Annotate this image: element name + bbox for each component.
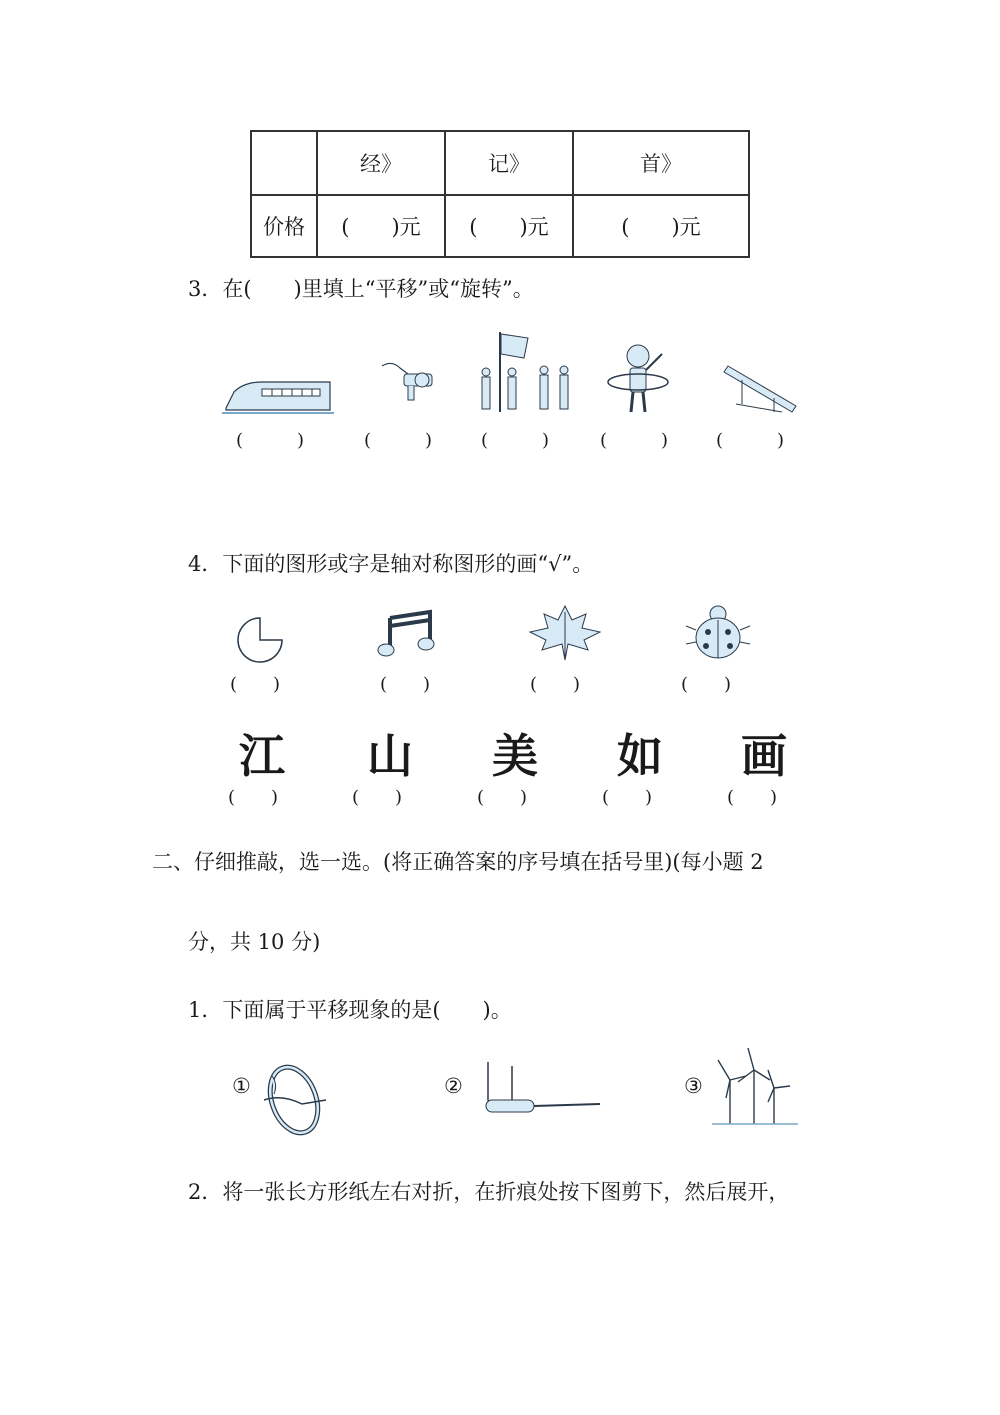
price-blank[interactable]: ( )元 [573, 195, 749, 257]
table-header-cell: 记》 [445, 131, 573, 195]
question-4-text: 4．下面的图形或字是轴对称图形的画“√”。 [188, 552, 594, 576]
section-2-heading-cont: 分，共 10 分) [188, 930, 321, 954]
table-corner-cell [251, 131, 317, 195]
soldering-iron-icon [478, 1060, 604, 1120]
table-header-row [251, 131, 749, 195]
answer-blank[interactable]: ( ) [228, 787, 279, 808]
answer-blank[interactable]: ( ) [530, 674, 581, 695]
price-blank[interactable]: ( )元 [317, 195, 445, 257]
answer-blank[interactable]: ( ) [727, 787, 778, 808]
option-3-label: ③ [684, 1074, 703, 1098]
hula-hoop-boy-icon [600, 340, 674, 418]
table-row-label: 价格 [251, 195, 317, 257]
s2-question-2-text: 2．将一张长方形纸左右对折，在折痕处按下图剪下，然后展开， [188, 1180, 790, 1204]
maple-leaf-icon [528, 604, 602, 662]
table-price-row [251, 195, 749, 257]
answer-blank[interactable]: ( ) [364, 430, 433, 451]
train-icon [222, 372, 334, 416]
answer-blank[interactable]: ( ) [477, 787, 528, 808]
answer-blank[interactable]: ( ) [230, 674, 281, 695]
answer-blank[interactable]: ( ) [481, 430, 550, 451]
character-jiang: 江 [239, 729, 285, 783]
conveyor-belt-icon [722, 360, 802, 416]
answer-blank[interactable]: ( ) [602, 787, 653, 808]
ladybug-icon [682, 602, 754, 662]
steering-wheel-icon [262, 1060, 328, 1138]
s2-question-1-text: 1．下面属于平移现象的是( )。 [188, 998, 512, 1022]
answer-blank[interactable]: ( ) [380, 674, 431, 695]
price-table [250, 130, 750, 258]
price-blank[interactable]: ( )元 [445, 195, 573, 257]
answer-blank[interactable]: ( ) [681, 674, 732, 695]
option-1-label: ① [232, 1074, 251, 1098]
answer-blank[interactable]: ( ) [236, 430, 305, 451]
character-hua: 画 [741, 729, 787, 783]
option-2-label: ② [444, 1074, 463, 1098]
character-shan: 山 [367, 729, 413, 783]
answer-blank[interactable]: ( ) [352, 787, 403, 808]
answer-blank[interactable]: ( ) [716, 430, 785, 451]
answer-blank[interactable]: ( ) [600, 430, 669, 451]
character-ru: 如 [617, 729, 663, 783]
flag-raising-icon [472, 328, 580, 416]
section-2-heading: 二、仔细推敲，选一选。(将正确答案的序号填在括号里)(每小题 2 [152, 850, 764, 874]
character-mei: 美 [492, 729, 538, 783]
question-3-text: 3．在( )里填上“平移”或“旋转”。 [188, 277, 534, 301]
table-header-cell: 经》 [317, 131, 445, 195]
faucet-icon [378, 360, 438, 406]
three-quarter-circle-icon [236, 614, 288, 664]
wind-turbines-icon [712, 1046, 800, 1128]
table-header-cell: 首》 [573, 131, 749, 195]
music-note-icon [376, 608, 440, 660]
